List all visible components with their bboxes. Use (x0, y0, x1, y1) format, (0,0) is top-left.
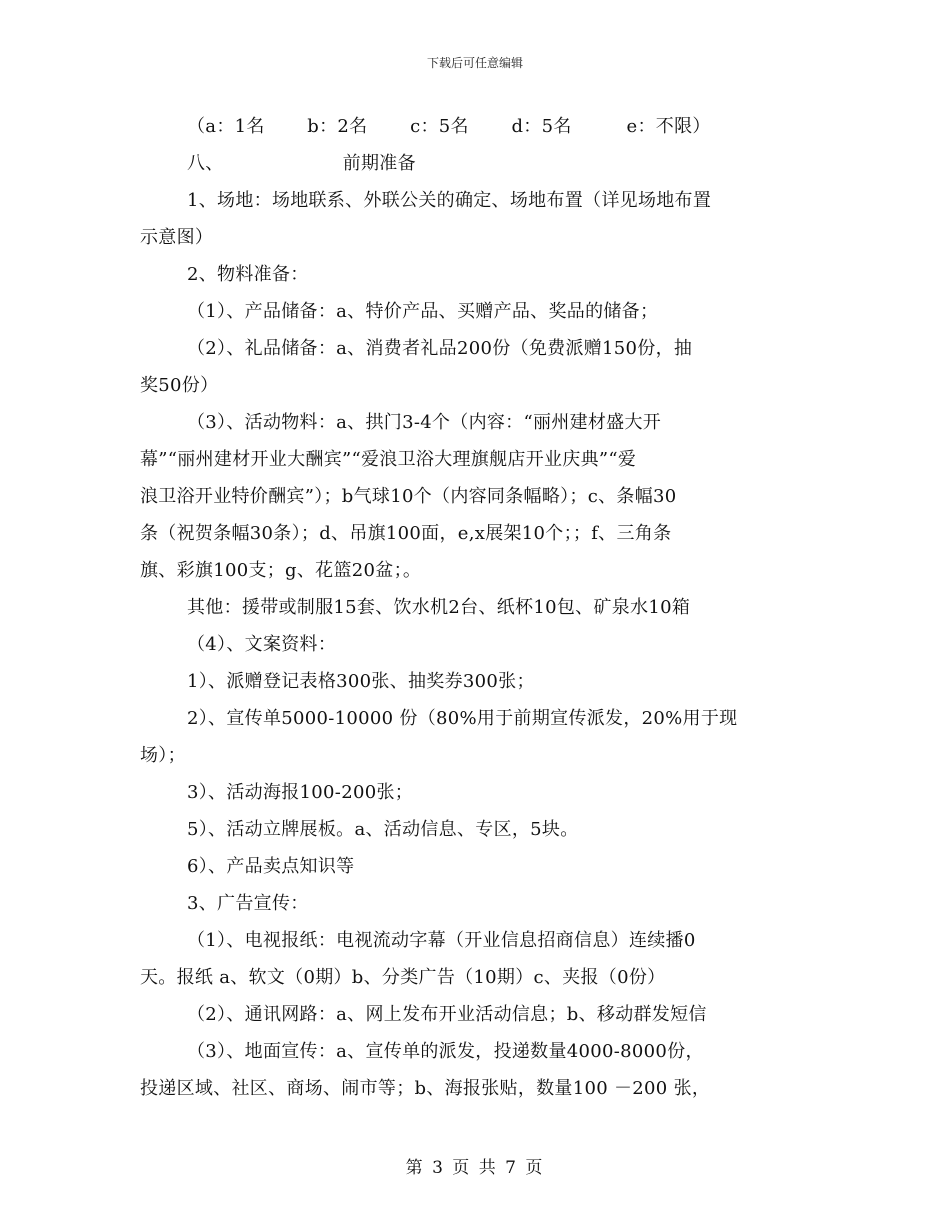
page-footer: 第 3 页 共 7 页 (405, 1158, 545, 1178)
text-line: 示意图） (140, 227, 214, 248)
text-line: （3）、地面宣传：a、宣传单的派发，投递数量4000-8000份， (187, 1041, 704, 1062)
text-line: 3、广告宣传： (187, 893, 309, 914)
text-line: 条（祝贺条幅30条）；d、吊旗100面，e,x展架10个；；f、三角条 (140, 523, 672, 544)
text-line: （1）、产品储备：a、特价产品、买赠产品、奖品的储备； (187, 301, 659, 322)
text-line: 浪卫浴开业特价酬宾”）；b气球10个（内容同条幅略）；c、条幅30 (140, 486, 677, 507)
text-line: （3）、活动物料：a、拱门3-4个（内容：“丽州建材盛大开 (187, 412, 662, 433)
text-line: 2）、宣传单5000-10000 份（80%用于前期宣传派发，20%用于现 (187, 708, 738, 729)
text-line: （1）、电视报纸：电视流动字幕（开业信息招商信息）连续播0 (187, 930, 696, 951)
text-line: 奖50份） (140, 375, 219, 396)
text-line: 1）、派赠登记表格300张、抽奖券300张； (187, 671, 535, 692)
text-line: 1、场地：场地联系、外联公关的确定、场地布置（详见场地布置 (187, 190, 712, 211)
text-line: （4）、文案资料： (187, 634, 337, 655)
document-body (140, 108, 808, 1107)
text-line: 其他：援带或制服15套、饮水机2台、纸杯10包、矿泉水10箱 (187, 597, 691, 618)
text-line: （a：1名 b：2名 c：5名 d：5名 e：不限） (187, 116, 711, 137)
text-line: 八、 前期准备 (187, 153, 416, 174)
text-line: 5）、活动立牌展板。a、活动信息、专区，5块。 (187, 819, 579, 840)
text-line: 3）、活动海报100-200张； (187, 782, 414, 803)
text-line: 6）、产品卖点知识等 (187, 856, 355, 877)
text-line: （2）、礼品储备：a、消费者礼品200份（免费派赠150份，抽 (187, 338, 693, 359)
text-line: 幕”“丽州建材开业大酬宾”“爱浪卫浴大理旗舰店开业庆典”“爱 (140, 449, 637, 470)
text-line: 旗、彩旗100支；g、花篮20盆；。 (140, 560, 422, 581)
page-header: 下载后可任意编辑 (426, 56, 523, 70)
text-line: 场）； (140, 745, 186, 766)
text-line: 天。报纸 a、软文（0期）b、分类广告（10期）c、夹报（0份） (140, 967, 666, 988)
text-line: （2）、通讯网路：a、网上发布开业活动信息；b、移动群发短信 (187, 1004, 707, 1025)
text-line: 投递区域、社区、商场、闹市等；b、海报张贴，数量100 －200 张， (140, 1078, 711, 1099)
text-line: 2、物料准备： (187, 264, 309, 285)
